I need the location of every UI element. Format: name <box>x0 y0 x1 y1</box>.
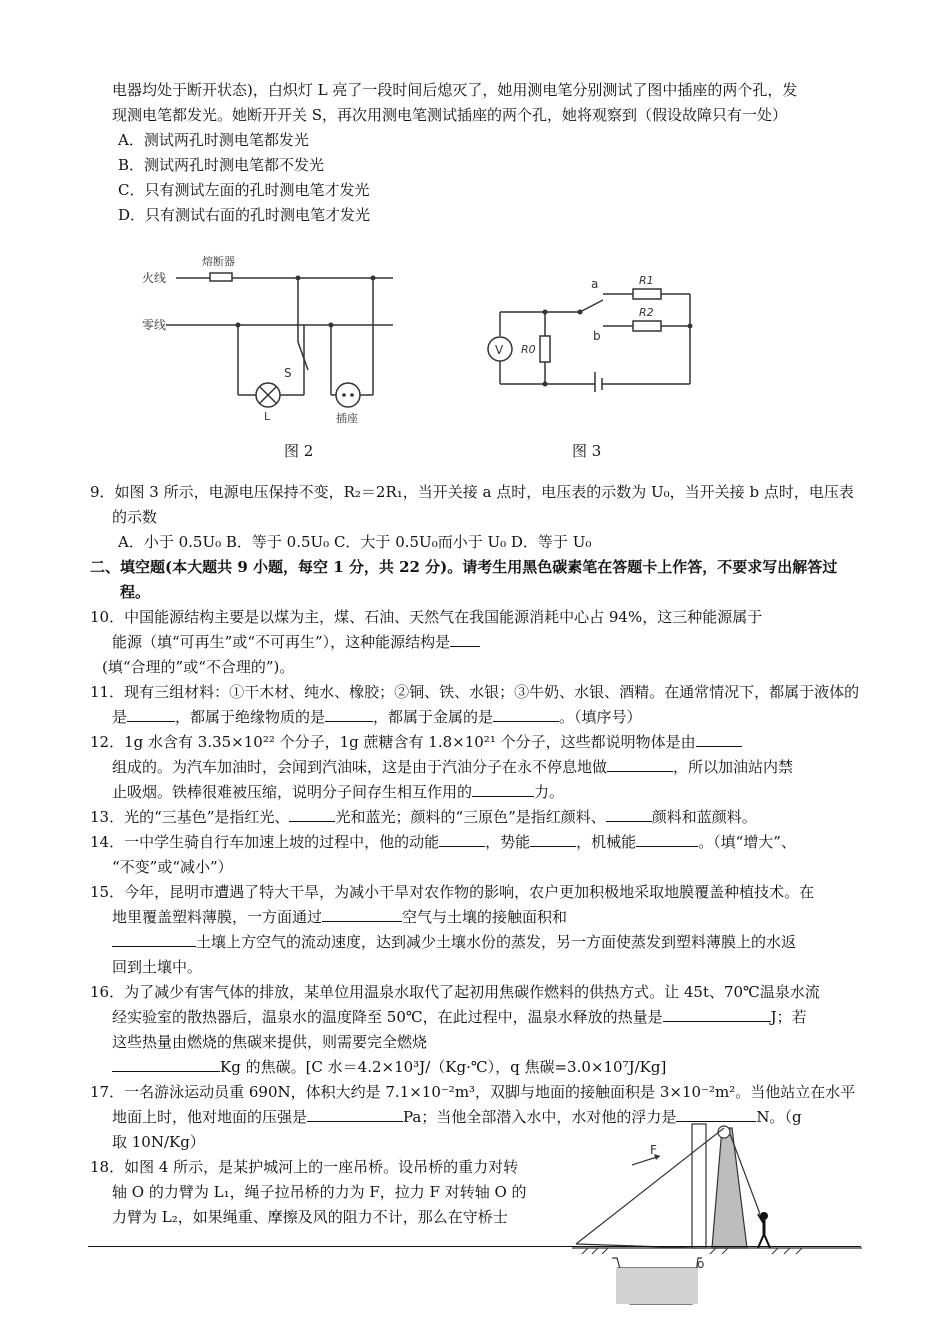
q16-line2: 经实验室的散热器后，温泉水的温度降至 50℃，在此过程中，温泉水释放的热量是 J；若 <box>112 1008 807 1026</box>
q16-line1: 16．为了减少有害气体的排放，某单位用温泉水取代了起初用焦碳作燃料的供热方式。让 45t、70℃温泉水流 <box>90 983 820 1001</box>
fuse-label: 熔断器 <box>202 255 235 268</box>
q10-line1: 10．中国能源结构主要是以煤为主，煤、石油、天然气在我国能源消耗中心占 94%，这三种能源属于 <box>90 608 763 626</box>
figure-2-circuit <box>128 250 403 425</box>
q15-line4: 回到土壤中。 <box>112 958 203 976</box>
q17-line2: 地面上时，他对地面的压强是 Pa；当他全部潜入水中，水对他的浮力是 N。（g <box>112 1108 802 1126</box>
answer-blank <box>127 707 175 722</box>
answer-blank <box>439 832 485 847</box>
figure-3-caption: 图 3 <box>572 442 602 460</box>
q17-line3: 取 10N/Kg） <box>112 1133 205 1151</box>
q9-options: A．小于 0.5U₀ B．等于 0.5U₀ C．大于 0.5U₀而小于 U₀ D．等于 U₀ <box>118 533 592 551</box>
bottom-rule <box>88 1246 861 1247</box>
socket-label: 插座 <box>336 412 358 425</box>
q9-line2: 的示数 <box>112 508 158 526</box>
switch-label: S <box>284 366 292 380</box>
socket-hole <box>342 393 346 397</box>
lamp-label: L <box>264 410 271 423</box>
q12-line3: 止吸烟。铁棒很难被压缩，说明分子间存生相互作用的 力。 <box>112 783 565 801</box>
q14-line1: 14．一中学生骑自行车加速上坡的过程中，他的动能 ，势能 ，机械能 。（填“增大”、 <box>90 833 796 851</box>
answer-blank <box>636 832 698 847</box>
answer-blank <box>530 832 576 847</box>
junction-dot <box>296 276 301 281</box>
figure-4-drawbridge <box>572 1118 862 1308</box>
answer-blank <box>696 732 742 747</box>
q15-line2: 地里覆盖塑料薄膜，一方面通过 空气与土壤的接触面积和 <box>112 908 568 926</box>
q11-line2: 是 ，都属于绝缘物质的是 ，都属于金属的是 。（填序号） <box>112 708 642 726</box>
q8-option-b: B．测试两孔时测电笔都不发光 <box>118 156 325 174</box>
r2-label: R2 <box>639 306 654 319</box>
q18-line3: 力臂为 L₂，如果绳重、摩擦及风的阻力不计，那么在守桥士 <box>112 1208 508 1226</box>
answer-blank <box>307 1107 403 1122</box>
q16-line4: Kg 的焦碳。[C 水＝4.2×10³J/（Kg·℃），q 焦碳=3.0×10⁷J/Kg] <box>112 1056 666 1078</box>
figure-3-circuit <box>485 272 700 392</box>
answer-blank <box>493 707 559 722</box>
answer-blank <box>325 707 373 722</box>
neutral-wire-label: 零线 <box>142 318 167 332</box>
answer-blank <box>112 932 196 947</box>
q16-line3: 这些热量由燃烧的焦碳来提供，则需要完全燃烧 <box>112 1033 428 1051</box>
answer-blank <box>450 632 480 647</box>
junction-dot <box>236 323 241 328</box>
figure-2-caption: 图 2 <box>284 442 314 460</box>
point-a-label: a <box>591 277 599 291</box>
q17-line1: 17．一名游泳运动员重 690N，体积大约是 7.1×10⁻²m³，双脚与地面的接触面积是 3×10⁻²m²。当他站立在水平 <box>90 1083 856 1101</box>
q10-line3: (填“合理的”或“不合理的”)。 <box>102 658 295 676</box>
r0-label: R0 <box>521 343 536 356</box>
answer-blank <box>472 782 534 797</box>
junction-dot <box>329 323 334 328</box>
junction-dot <box>371 276 376 281</box>
pivot-o-label: o <box>697 1257 705 1271</box>
answer-blank <box>606 807 652 822</box>
q12-line2: 组成的。为汽车加油时，会闻到汽油味，这是由于汽油分子在永不停息地做 ，所以加油站内禁 <box>112 758 794 776</box>
r1-label: R1 <box>639 274 654 287</box>
q18-line2: 轴 O 的力臂为 L₁，绳子拉吊桥的力为 F，拉力 F 对转轴 O 的 <box>112 1183 527 1201</box>
section-2-heading-cont: 程。 <box>120 583 151 601</box>
q15-line3: 土壤上方空气的流动速度，达到减少土壤水份的蒸发，另一方面使蒸发到塑料薄膜上的水返 <box>112 931 796 953</box>
q9-line1: 9．如图 3 所示，电源电压保持不变，R₂＝2R₁，当开关接 a 点时，电压表的示数为 U₀，当开关接 b 点时，电压表 <box>90 483 854 501</box>
section-2-heading: 二、填空题(本大题共 9 小题，每空 1 分，共 22 分)。请考生用黑色碳素笔在答题卡上作答，不要求写出解答过 <box>90 558 838 576</box>
answer-blank <box>289 807 335 822</box>
q8-option-d: D．只有测试右面的孔时测电笔才发光 <box>118 206 371 224</box>
point-b-label: b <box>593 329 601 343</box>
q8-line1: 电器均处于断开状态)，白炽灯 L 亮了一段时间后熄灭了，她用测电笔分别测试了图中插座的两个孔，发 <box>112 81 798 99</box>
q15-line1: 15．今年，昆明市遭遇了特大干旱，为减小干旱对农作物的影响，农户更加积极地采取地膜覆盖种植技术。在 <box>90 883 815 901</box>
voltmeter-label: V <box>495 343 504 357</box>
answer-blank <box>322 907 402 922</box>
force-f-label: F <box>650 1143 657 1157</box>
q11-line1: 11．现有三组材料：①干木材、纯水、橡胶；②铜、铁、水银；③牛奶、水银、酒精。在通常情况下，都属于液体的 <box>90 683 860 701</box>
socket-hole <box>350 393 354 397</box>
answer-blank <box>663 1007 771 1022</box>
q18-line1: 18．如图 4 所示，是某护城河上的一座吊桥。设吊桥的重力对转 <box>90 1158 519 1176</box>
live-wire-label: 火线 <box>142 271 167 285</box>
q8-line2: 现测电笔都发光。她断开开关 S，再次用测电笔测试插座的两个孔，她将观察到（假设故障只有一处） <box>112 106 788 124</box>
q12-line1: 12．1g 水含有 3.35×10²² 个分子，1g 蔗糖含有 1.8×10²¹ 个分子，这些都说明物体是由 <box>90 731 742 753</box>
q13-line: 13．光的“三基色”是指红光、 光和蓝光；颜料的“三原色”是指红颜料、 颜料和蓝颜料。 <box>90 808 757 826</box>
answer-blank <box>607 757 673 772</box>
q8-option-c: C．只有测试左面的孔时测电笔才发光 <box>118 181 370 199</box>
q14-line2: “不变”或“减小”） <box>112 858 233 876</box>
q8-option-a: A．测试两孔时测电笔都发光 <box>118 131 309 149</box>
q10-line2: 能源（填“可再生”或“不可再生”），这种能源结构是 <box>112 631 480 653</box>
answer-blank <box>112 1057 220 1072</box>
